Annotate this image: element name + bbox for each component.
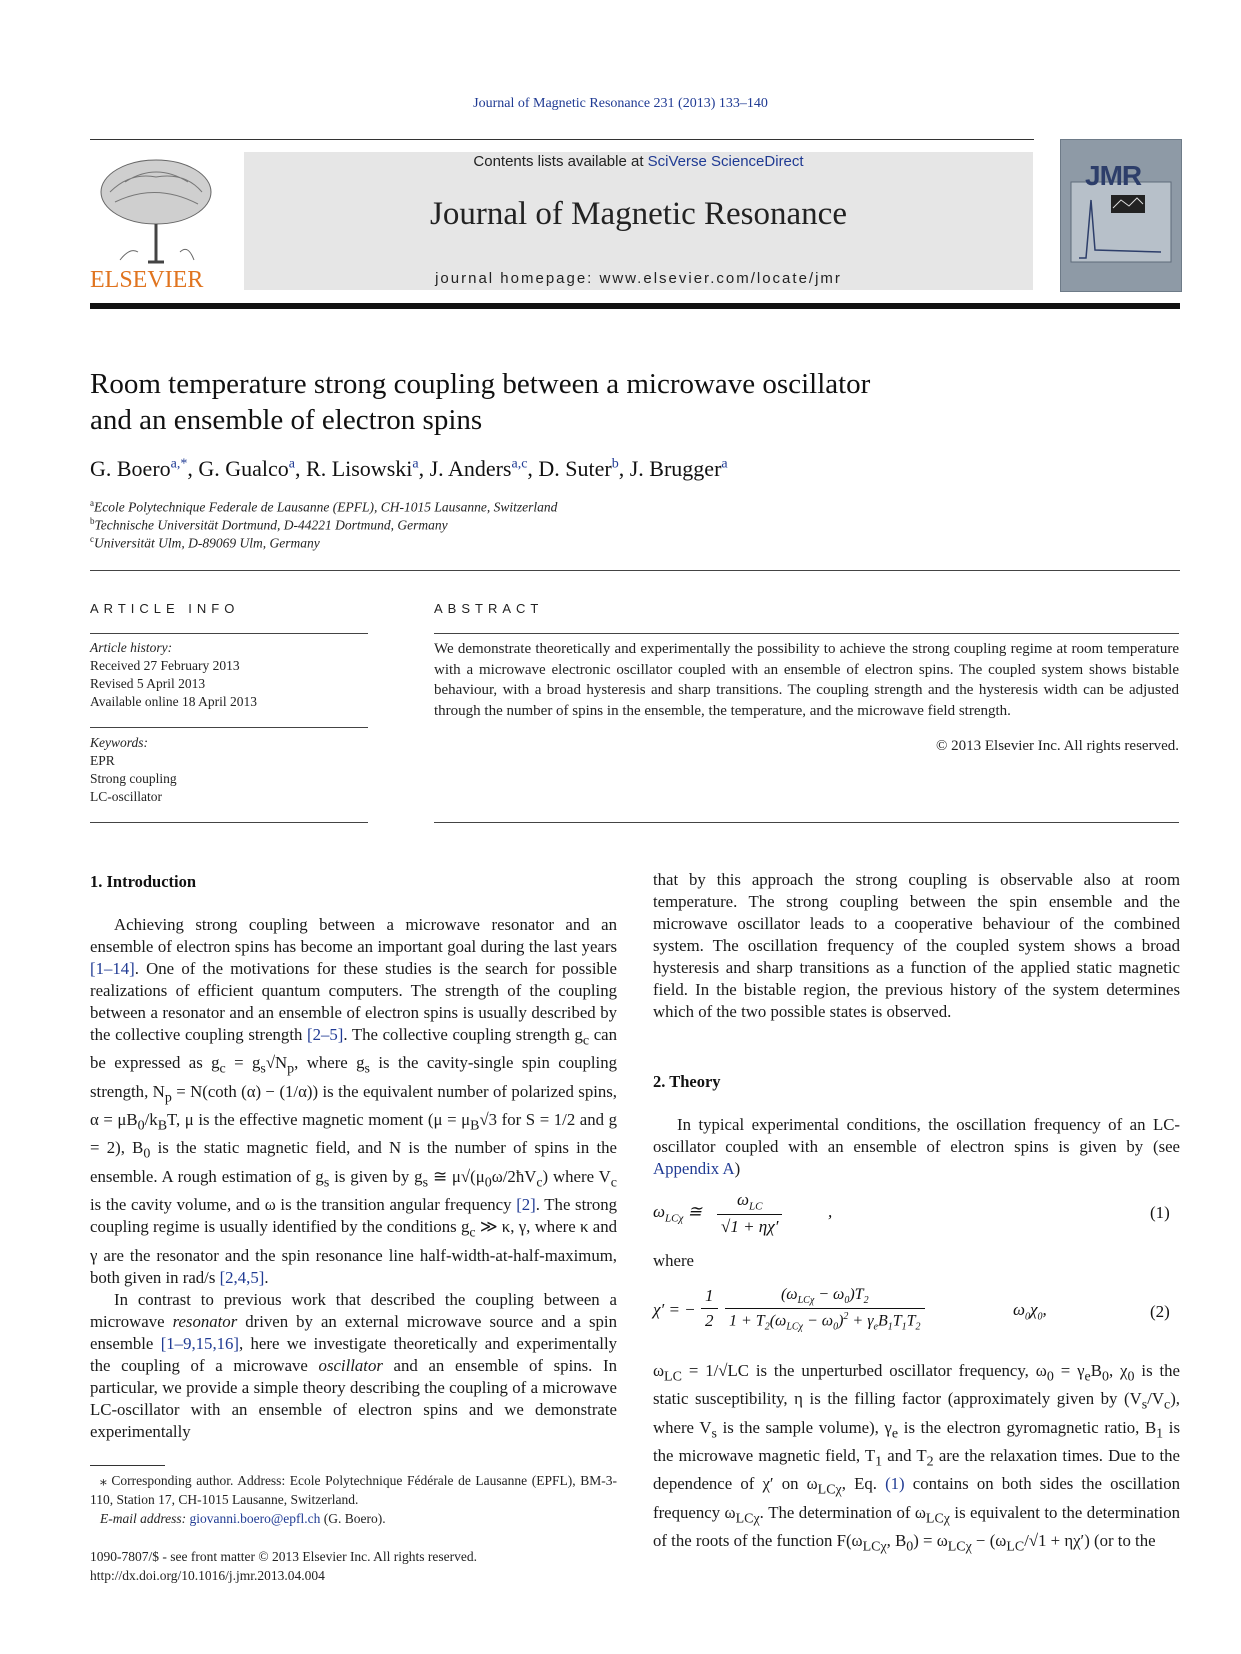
- text-run: = 1/√LC is the unperturbed oscillator frequency, ω: [681, 1361, 1047, 1380]
- journal-title: Journal of Magnetic Resonance: [430, 196, 847, 232]
- subscript: e: [891, 1426, 899, 1442]
- subscript: 0: [833, 1321, 839, 1333]
- author-list: G. Boero$^{a,*}$, G. Gualco$^a$, R. Lisowski$^a$, J. Anders$^{a,c}$, D. Suter$^b$, J. Brugger$^a$: [90, 456, 728, 481]
- subscript: B: [470, 1118, 480, 1134]
- equation-ref-link[interactable]: (1): [885, 1474, 905, 1494]
- text-run: ω/2ħV: [491, 1166, 537, 1186]
- subscript: 0: [143, 1146, 151, 1162]
- eq-symbol: ω: [653, 1202, 666, 1221]
- theory-intro: [653, 1114, 1180, 1180]
- superscript: 2: [843, 1311, 849, 1323]
- subscript: LC: [664, 1369, 682, 1385]
- subscript: c: [582, 1033, 590, 1049]
- subscript: B: [157, 1118, 168, 1134]
- author-affiliation-marker[interactable]: a,c: [511, 456, 528, 472]
- subscript: LCχ: [735, 1511, 760, 1527]
- article-info-heading: ARTICLE INFO: [90, 601, 240, 616]
- affiliation-marker: c: [90, 534, 94, 544]
- abstract-heading: ABSTRACT: [434, 601, 544, 616]
- text-run: , B: [886, 1531, 907, 1551]
- footnote-rule: [90, 1465, 165, 1466]
- text-run: In typical experimental conditions, the oscillation frequency of an LC-oscillator coupled with an ensemble of electron spins is given by (see: [653, 1115, 1180, 1156]
- text-run: = N(coth (α) − (1/α)) is the equivalent number of polarized spins, α = μB: [90, 1081, 617, 1130]
- text-run: In contrast to previous work that described the coupling between a microwave: [90, 1289, 617, 1331]
- subscript: 0: [906, 1539, 914, 1555]
- affiliation-marker: a: [90, 498, 94, 508]
- eq-term: χ: [1030, 1300, 1038, 1319]
- subscript: s: [364, 1061, 370, 1077]
- eq2-lhs: χ′ = −: [653, 1300, 696, 1319]
- keywords-label: Keywords:: [90, 735, 148, 750]
- appendix-link[interactable]: Appendix A: [653, 1159, 735, 1178]
- introduction-heading: 1. Introduction: [90, 872, 197, 891]
- text-run: − (ω: [971, 1531, 1007, 1551]
- author-name[interactable]: G. Boero: [90, 456, 171, 481]
- eq2-half-num: 1: [701, 1286, 718, 1309]
- subscript: c: [469, 1225, 476, 1241]
- eq1-numerator: [717, 1190, 782, 1215]
- text-run: are the relaxation times. Due to the dependence of χ′ on ω: [653, 1446, 1181, 1494]
- affiliation-text: Ecole Polytechnique Federale de Lausanne (EPFL), CH-1015 Lausanne, Switzerland: [94, 499, 558, 515]
- revised-date: Revised 5 April 2013: [90, 676, 206, 691]
- text-run: ω: [653, 1361, 665, 1380]
- affiliation-b: [90, 516, 448, 534]
- received-date: Received 27 February 2013: [90, 658, 240, 673]
- subscript: c: [610, 1175, 617, 1191]
- subscript: LCχ: [925, 1511, 950, 1527]
- subscript: 1: [875, 1454, 883, 1470]
- text-run: , χ: [1108, 1361, 1128, 1380]
- citation-link[interactable]: [2–5]: [307, 1025, 344, 1044]
- subscript: LCχ: [665, 1212, 684, 1225]
- eq-term: − ω: [802, 1312, 834, 1330]
- subscript: p: [164, 1090, 172, 1106]
- text-run: /√1 + ηχ′) (or to the: [1024, 1531, 1156, 1551]
- text-run: contains on both sides the oscillation frequency ω: [653, 1474, 1180, 1522]
- text-run: .: [264, 1267, 269, 1287]
- article-info-bottom-rule: [90, 822, 368, 823]
- subscript: 0: [137, 1118, 145, 1134]
- subscript: e: [1084, 1369, 1091, 1385]
- eq-term: ,: [1042, 1300, 1047, 1319]
- keywords-rule: [90, 727, 368, 728]
- eq-term: ): [838, 1312, 844, 1330]
- eq-term: + γ: [848, 1312, 874, 1330]
- eq2-main-fraction: [725, 1286, 925, 1333]
- abstract-bottom-rule: [434, 822, 1179, 823]
- text-run: driven by an external microwave source and a spin ensemble: [90, 1311, 617, 1353]
- subscript: 0: [844, 1295, 850, 1307]
- eq1-lhs: [653, 1202, 702, 1224]
- affiliation-marker: b: [90, 516, 95, 526]
- subscript: LCχ: [947, 1539, 972, 1555]
- theory-paragraph-1: [653, 1114, 1180, 1180]
- text-run: , Eq.: [841, 1474, 886, 1494]
- emphasis: resonator: [172, 1311, 238, 1331]
- subscript: c: [536, 1175, 543, 1191]
- corresponding-author-note: ⁎ Corresponding author. Address: Ecole Polytechnique Fédérale de Lausanne (EPFL), BM-3-110, Station 17, CH-1015 Lausanne, Switzerland.: [90, 1473, 617, 1507]
- subscript: 2: [926, 1454, 934, 1470]
- text-run: √3 for S = 1/2 and g = 2), B: [90, 1110, 617, 1158]
- affiliation-a: [90, 498, 557, 516]
- subscript: 0: [484, 1175, 492, 1191]
- text-run: ) where V: [542, 1166, 611, 1186]
- theory-body: [653, 1360, 1180, 1559]
- email-link[interactable]: giovanni.boero@epfl.ch: [189, 1511, 321, 1526]
- equation-2-number: (2): [1150, 1302, 1170, 1321]
- subscript: c: [1163, 1397, 1171, 1413]
- author-affiliation-marker[interactable]: a: [721, 456, 728, 472]
- subscript: LC: [748, 1200, 763, 1213]
- text-run: Achieving strong coupling between a microwave resonator and an ensemble of electron spins has become an important goal during the last years: [90, 915, 617, 956]
- theory-paragraph-2: [653, 1360, 1180, 1559]
- eq-term: (ω: [769, 1312, 787, 1330]
- text-run: , where g: [294, 1053, 365, 1073]
- text-run: B: [1090, 1361, 1102, 1380]
- author-affiliation-marker[interactable]: a,*: [170, 456, 188, 472]
- eq2-tail: [1013, 1300, 1047, 1322]
- issn-line: 1090-7807/$ - see front matter © 2013 Elsevier Inc. All rights reserved.: [90, 1549, 478, 1564]
- introduction-body: [90, 914, 617, 1443]
- author-name[interactable]: R. Lisowski: [306, 456, 413, 481]
- elsevier-wordmark: ELSEVIER: [90, 267, 204, 293]
- author-name[interactable]: G. Gualco: [198, 456, 289, 481]
- subscript: 2: [915, 1321, 921, 1333]
- text-run: is the cavity volume, and ω is the transition angular frequency: [90, 1195, 517, 1215]
- text-run: . The strong coupling regime is usually identified by the conditions g: [90, 1195, 618, 1237]
- equation-1-number: (1): [1150, 1203, 1170, 1222]
- doi-link[interactable]: http://dx.doi.org/10.1016/j.jmr.2013.04.004: [90, 1568, 325, 1583]
- article-info-rule: [90, 633, 368, 634]
- eq-term: 1 + T: [729, 1312, 765, 1330]
- eq-term: − ω: [814, 1286, 845, 1303]
- text-run: . The determination of ω: [759, 1502, 926, 1522]
- keyword: LC-oscillator: [90, 789, 162, 804]
- text-run: ), where V: [653, 1389, 1180, 1437]
- subscript: 2: [863, 1295, 869, 1307]
- text-run: is the static magnetic field, and N is the number of spins in the ensemble. A rough estimation of g: [90, 1138, 617, 1186]
- text-run: ≫ κ, γ, where κ and γ are the resonator and the spin resonance line half-width-at-half-maximum, both given in rad/s: [90, 1217, 617, 1287]
- history-label: Article history:: [90, 640, 173, 655]
- text-run: /V: [1147, 1389, 1164, 1409]
- subscript: 1: [1156, 1426, 1164, 1442]
- text-run: and an ensemble of spins. In particular, we provide a simple theory describing the coupling of a microwave LC-oscillator with an ensemble of electron spins and we demonstrate experimentally: [90, 1355, 617, 1441]
- subscript: 0: [1101, 1369, 1109, 1385]
- citation-link[interactable]: [2,4,5]: [219, 1267, 265, 1287]
- eq-term: T: [892, 1312, 902, 1330]
- text-run: √N: [265, 1053, 288, 1073]
- text-run: . One of the motivations for these studies is the search for possible realizations of efficient quantum computers. The strength of the coupling between a resonator and an ensemble of electron spins is usually described by the collective coupling strength: [90, 959, 617, 1044]
- eq-term: )T: [849, 1286, 864, 1303]
- title-block-rule: [90, 570, 1180, 571]
- intro-paragraph-cont: that by this approach the strong coupling is observable also at room temperature. The strong coupling between the spin ensemble and the microwave oscillator leads to a cooperative behaviour of the combined system. The oscillation frequency of the coupled system shows a broad hysteresis and sharp transitions as a function of the applied static magnetic field. In the bistable region, the previous history of the system determines which of the two possible states is observed.: [653, 870, 1180, 1021]
- text-run: = g: [225, 1053, 261, 1073]
- subscript: LCχ: [797, 1295, 815, 1307]
- article-title: [90, 366, 1090, 438]
- eq-relation: ≅: [687, 1202, 702, 1221]
- author-name[interactable]: D. Suter: [538, 456, 612, 481]
- subscript: 2: [764, 1321, 770, 1333]
- subscript: 0: [1025, 1311, 1031, 1323]
- subscript: e: [873, 1321, 878, 1333]
- text-run: is the electron gyromagnetic ratio, B: [898, 1417, 1157, 1437]
- subscript: p: [287, 1061, 295, 1077]
- eq2-denominator: [725, 1309, 925, 1333]
- contents-prefix: Contents lists available at: [473, 153, 648, 170]
- text-run: is equivalent to the determination of the roots of the function F(ω: [653, 1502, 1180, 1551]
- article-history: [90, 639, 257, 711]
- eq2-half-den: 2: [705, 1311, 714, 1330]
- subscript: LC: [1006, 1539, 1025, 1555]
- affiliation-text: Technische Universität Dortmund, D-44221 Dortmund, Germany: [94, 517, 448, 533]
- theory-heading: 2. Theory: [653, 1072, 721, 1091]
- author-name[interactable]: J. Brugger: [629, 456, 722, 481]
- subscript: s: [422, 1175, 429, 1191]
- keywords-block: [90, 734, 177, 806]
- equation-2: [653, 1286, 1180, 1338]
- intro-paragraph-1: [90, 914, 617, 1289]
- eq1-tail: ,: [828, 1202, 833, 1221]
- text-run: T, μ is the effective magnetic moment (μ = μ: [167, 1110, 471, 1130]
- online-date: Available online 18 April 2013: [90, 694, 257, 709]
- subscript: s: [711, 1426, 717, 1442]
- subscript: LCχ: [786, 1321, 803, 1333]
- text-run: can be expressed as g: [90, 1025, 618, 1073]
- subscript: 0: [1046, 1369, 1054, 1385]
- affiliation-c: [90, 534, 320, 552]
- abstract-copyright: © 2013 Elsevier Inc. All rights reserved.: [935, 738, 1179, 754]
- eq-term: (ω: [780, 1286, 798, 1303]
- email-note: [90, 1509, 617, 1528]
- eq-term: T: [906, 1312, 916, 1330]
- author-name[interactable]: J. Anders: [429, 456, 512, 481]
- text-run: . The collective coupling strength g: [343, 1025, 583, 1044]
- keyword: Strong coupling: [90, 771, 177, 786]
- where-text: where: [653, 1251, 694, 1270]
- text-run: ): [734, 1159, 741, 1178]
- text-run: is given by g: [329, 1166, 423, 1186]
- text-run: ≅ μ√(μ: [428, 1166, 485, 1186]
- author-affiliation-marker[interactable]: a: [412, 456, 419, 472]
- abstract-text: We demonstrate theoretically and experimentally the possibility to achieve the strong coupling regime at room temperature with a microwave electronic oscillator coupled with an ensemble of electron spins. The coupled system shows bistable behaviour, with a broad hysteresis and sharp transitions. The coupling strength and the hysteresis width can be adjusted through the number of spins in the ensemble, the temperature, and the microwave field strength.: [434, 641, 1179, 719]
- author-affiliation-marker[interactable]: b: [611, 456, 619, 472]
- author-affiliation-marker[interactable]: a: [288, 456, 296, 472]
- text-run: = γ: [1053, 1361, 1085, 1380]
- subscript: s: [260, 1061, 266, 1077]
- text-run: and T: [882, 1446, 927, 1466]
- subscript: 1: [887, 1321, 893, 1333]
- abstract-rule: [434, 633, 1179, 634]
- eq-term: B: [877, 1312, 888, 1330]
- citation-link[interactable]: [2]: [516, 1195, 536, 1215]
- text-run: /k: [144, 1110, 158, 1130]
- citation-link[interactable]: [1–14]: [90, 959, 135, 978]
- subscript: c: [219, 1061, 226, 1077]
- article-title-line2: and an ensemble of electron spins: [90, 404, 483, 436]
- subscript: s: [1141, 1397, 1148, 1413]
- intro-continuation: [653, 869, 1180, 1023]
- text-run: is the cavity-single spin coupling strength, N: [90, 1053, 617, 1101]
- affiliation-text: Universität Ulm, D-89069 Ulm, Germany: [94, 535, 320, 551]
- eq1-denominator: √1 + ηχ′: [721, 1217, 779, 1237]
- equation-1: [653, 1190, 1180, 1242]
- intro-paragraph-2: [90, 1289, 617, 1443]
- article-title-line1: Room temperature strong coupling between a microwave oscillator: [90, 368, 871, 400]
- subscript: LCχ: [817, 1482, 842, 1498]
- subscript: s: [323, 1175, 330, 1191]
- subscript: 0: [1127, 1369, 1135, 1385]
- text-run: is the microwave magnetic field, T: [653, 1417, 1180, 1466]
- keyword: EPR: [90, 753, 115, 768]
- subscript: 0: [1037, 1311, 1043, 1323]
- text-run: is the static susceptibility, η is the filling factor (approximately given by (V: [653, 1361, 1181, 1409]
- text-run: ) = ω: [913, 1531, 948, 1551]
- cover-jmr-logo: JMR: [1085, 160, 1142, 191]
- text-run: is the sample volume), γ: [716, 1417, 892, 1437]
- sciencedirect-link[interactable]: SciVerse ScienceDirect: [647, 153, 804, 170]
- contents-line: [244, 153, 1033, 170]
- eq2-half: [701, 1286, 718, 1331]
- eq-symbol: ω: [736, 1190, 749, 1209]
- email-label: E-mail address:: [100, 1511, 190, 1526]
- subscript: LCχ: [862, 1539, 887, 1555]
- journal-reference[interactable]: Journal of Magnetic Resonance 231 (2013) 133–140: [473, 96, 768, 111]
- emphasis: oscillator: [318, 1355, 383, 1375]
- text-run: , here we investigate theoretically and experimentally the coupling of a microwave: [90, 1333, 618, 1375]
- eq-term: ω: [1013, 1300, 1026, 1319]
- footnote-block: [90, 1471, 617, 1528]
- eq2-numerator: [725, 1286, 925, 1309]
- citation-link[interactable]: [1–9,15,16]: [160, 1333, 240, 1353]
- header-thick-rule: [90, 303, 1180, 309]
- header-rule: [90, 139, 1034, 140]
- email-suffix: (G. Boero).: [320, 1511, 386, 1526]
- subscript: 1: [901, 1321, 907, 1333]
- eq1-fraction: [717, 1190, 782, 1237]
- journal-homepage[interactable]: journal homepage: www.elsevier.com/locate/jmr: [435, 270, 842, 287]
